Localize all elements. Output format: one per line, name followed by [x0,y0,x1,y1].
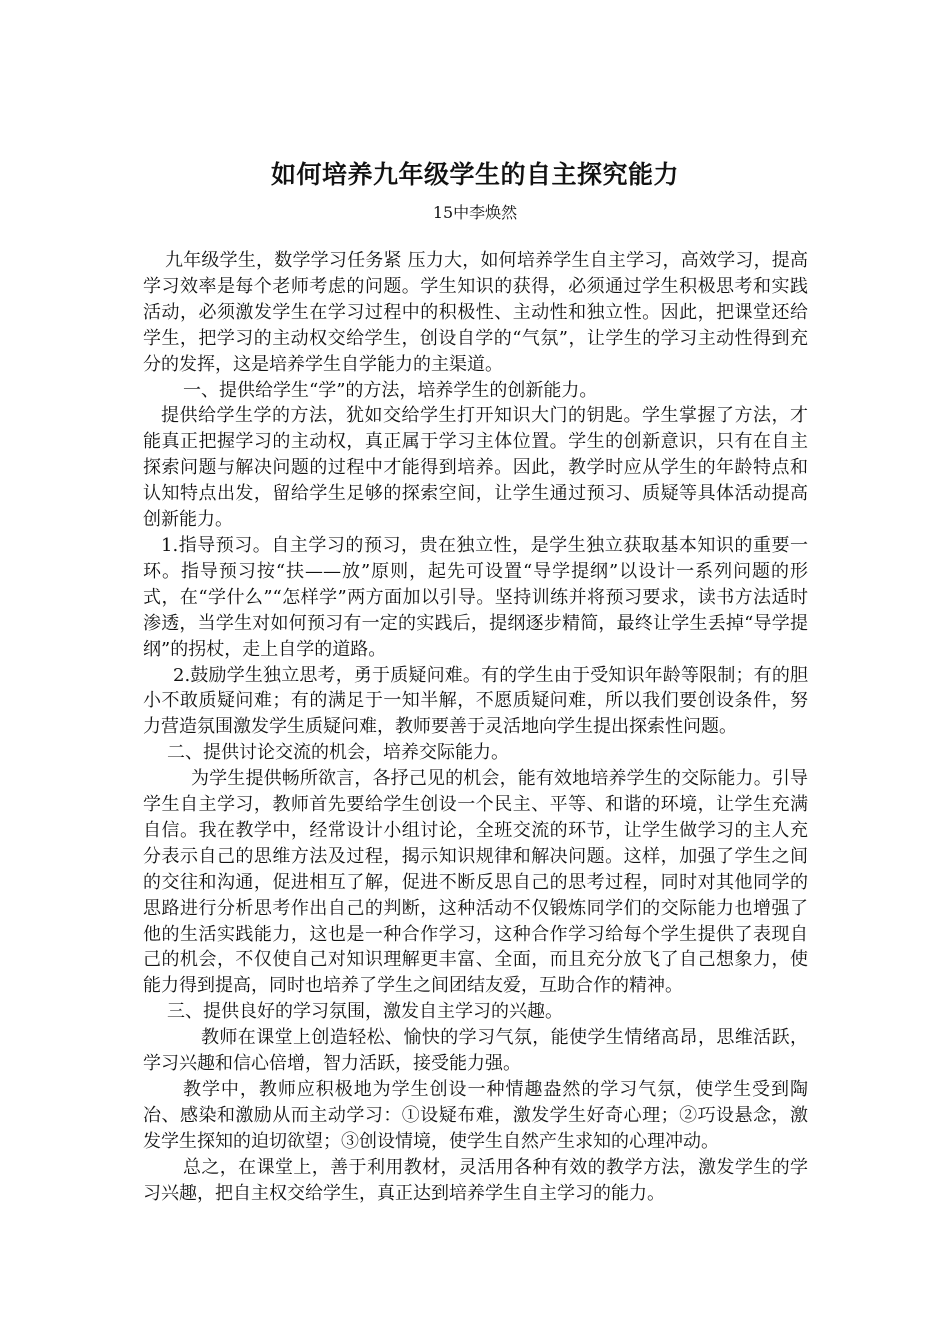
section-heading-3: 三、提供良好的学习氛围，激发自主学习的兴趣。 [167,1001,563,1023]
paragraph-intro: 九年级学生，数学学习任务紧 压力大，如何培养学生自主学习，高效学习，提高学习效率是每个老师考虑的问题。学生知识的获得，必须通过学生积极思考和实践活动，必须激发学生在学习过程中的积极性、主动性和独立性。因此，把课堂还给学生，把学习的主动权交给学生，创设自学的“气氛”，让学生的学习主动性得到充分的发挥，这是培养学生自学能力的主渠道。 [143,250,808,375]
paragraph-section-1: 提供给学生学的方法，犹如交给学生打开知识大门的钥匙。学生掌握了方法，才能真正把握学习的主动权，真正属于学习主体位置。学生的创新意识，只有在自主探索问题与解决问题的过程中才能得到培养。因此，教学时应从学生的年龄特点和认知特点出发，留给学生足够的探索空间，让学生通过预习、质疑等具体活动提高创新能力。 [143,405,808,531]
document-title: 如何培养九年级学生的自主探究能力 [270,160,679,189]
document-body [143,248,808,1207]
section-heading-1: 一、提供给学生“学”的方法，培养学生的创新能力。 [183,379,598,401]
paragraph-conclusion: 总之，在课堂上，善于利用教材，灵活用各种有效的教学方法，激发学生的学习兴趣，把自主权交给学生，真正达到培养学生自主学习的能力。 [143,1156,808,1204]
paragraph-section-2: 为学生提供畅所欲言，各抒己见的机会，能有效地培养学生的交际能力。引导学生自主学习，教师首先要给学生创设一个民主、平等、和谐的环境，让学生充满自信。我在教学中，经常设计小组讨论，全班交流的环节，让学生做学习的主人充分表示自己的思维方法及过程，揭示知识规律和解决问题。这样，加强了学生之间的交往和沟通，促进相互了解，促进不断反思自己的思考过程，同时对其他同学的思路进行分析思考作出自己的判断，这种活动不仅锻炼同学们的交际能力也增强了他的生活实践能力，这也是一种合作学习，这种合作学习给每个学生提供了表现自己的机会，不仅使自己对知识理解更丰富、全面，而且充分放飞了自己想象力，使能力得到提高，同时也培养了学生之间团结友爱，互助合作的精神。 [143,768,808,997]
paragraph-item-2: 2.鼓励学生独立思考，勇于质疑问难。有的学生由于受知识年龄等限制；有的胆小不敢质疑问难；有的满足于一知半解，不愿质疑问难，所以我们要创设条件，努力营造氛围激发学生质疑问难，教师要善于灵活地向学生提出探索性问题。 [143,664,808,738]
section-heading-2: 二、提供讨论交流的机会，培养交际能力。 [167,742,509,764]
paragraph-item-1: 1.指导预习。自主学习的预习，贵在独立性，是学生独立获取基本知识的重要一环。指导预习按“扶——放”原则，起先可设置“导学提纲”以设计一系列问题的形式，在“学什么”“怎样学”两方面加以引导。坚持训练并将预习要求，读书方法适时渗透，当学生对如何预习有一定的实践后，提纲逐步精简，最终让学生丢掉“导学提纲”的拐杖，走上自学的道路。 [143,534,808,660]
paragraph-section-3-b: 教学中，教师应积极地为学生创设一种情趣盎然的学习气氛，使学生受到陶冶、感染和激励从而主动学习：①设疑布难，激发学生好奇心理；②巧设悬念，激发学生探知的迫切欲望；③创设情境，使学生自然产生求知的心理冲动。 [143,1079,808,1152]
paragraph-section-3-a: 教师在课堂上创造轻松、愉快的学习气氛，能使学生情绪高昂，思维活跃，学习兴趣和信心倍增，智力活跃，接受能力强。 [143,1027,808,1075]
document-author: 15中李焕然 [432,203,518,222]
